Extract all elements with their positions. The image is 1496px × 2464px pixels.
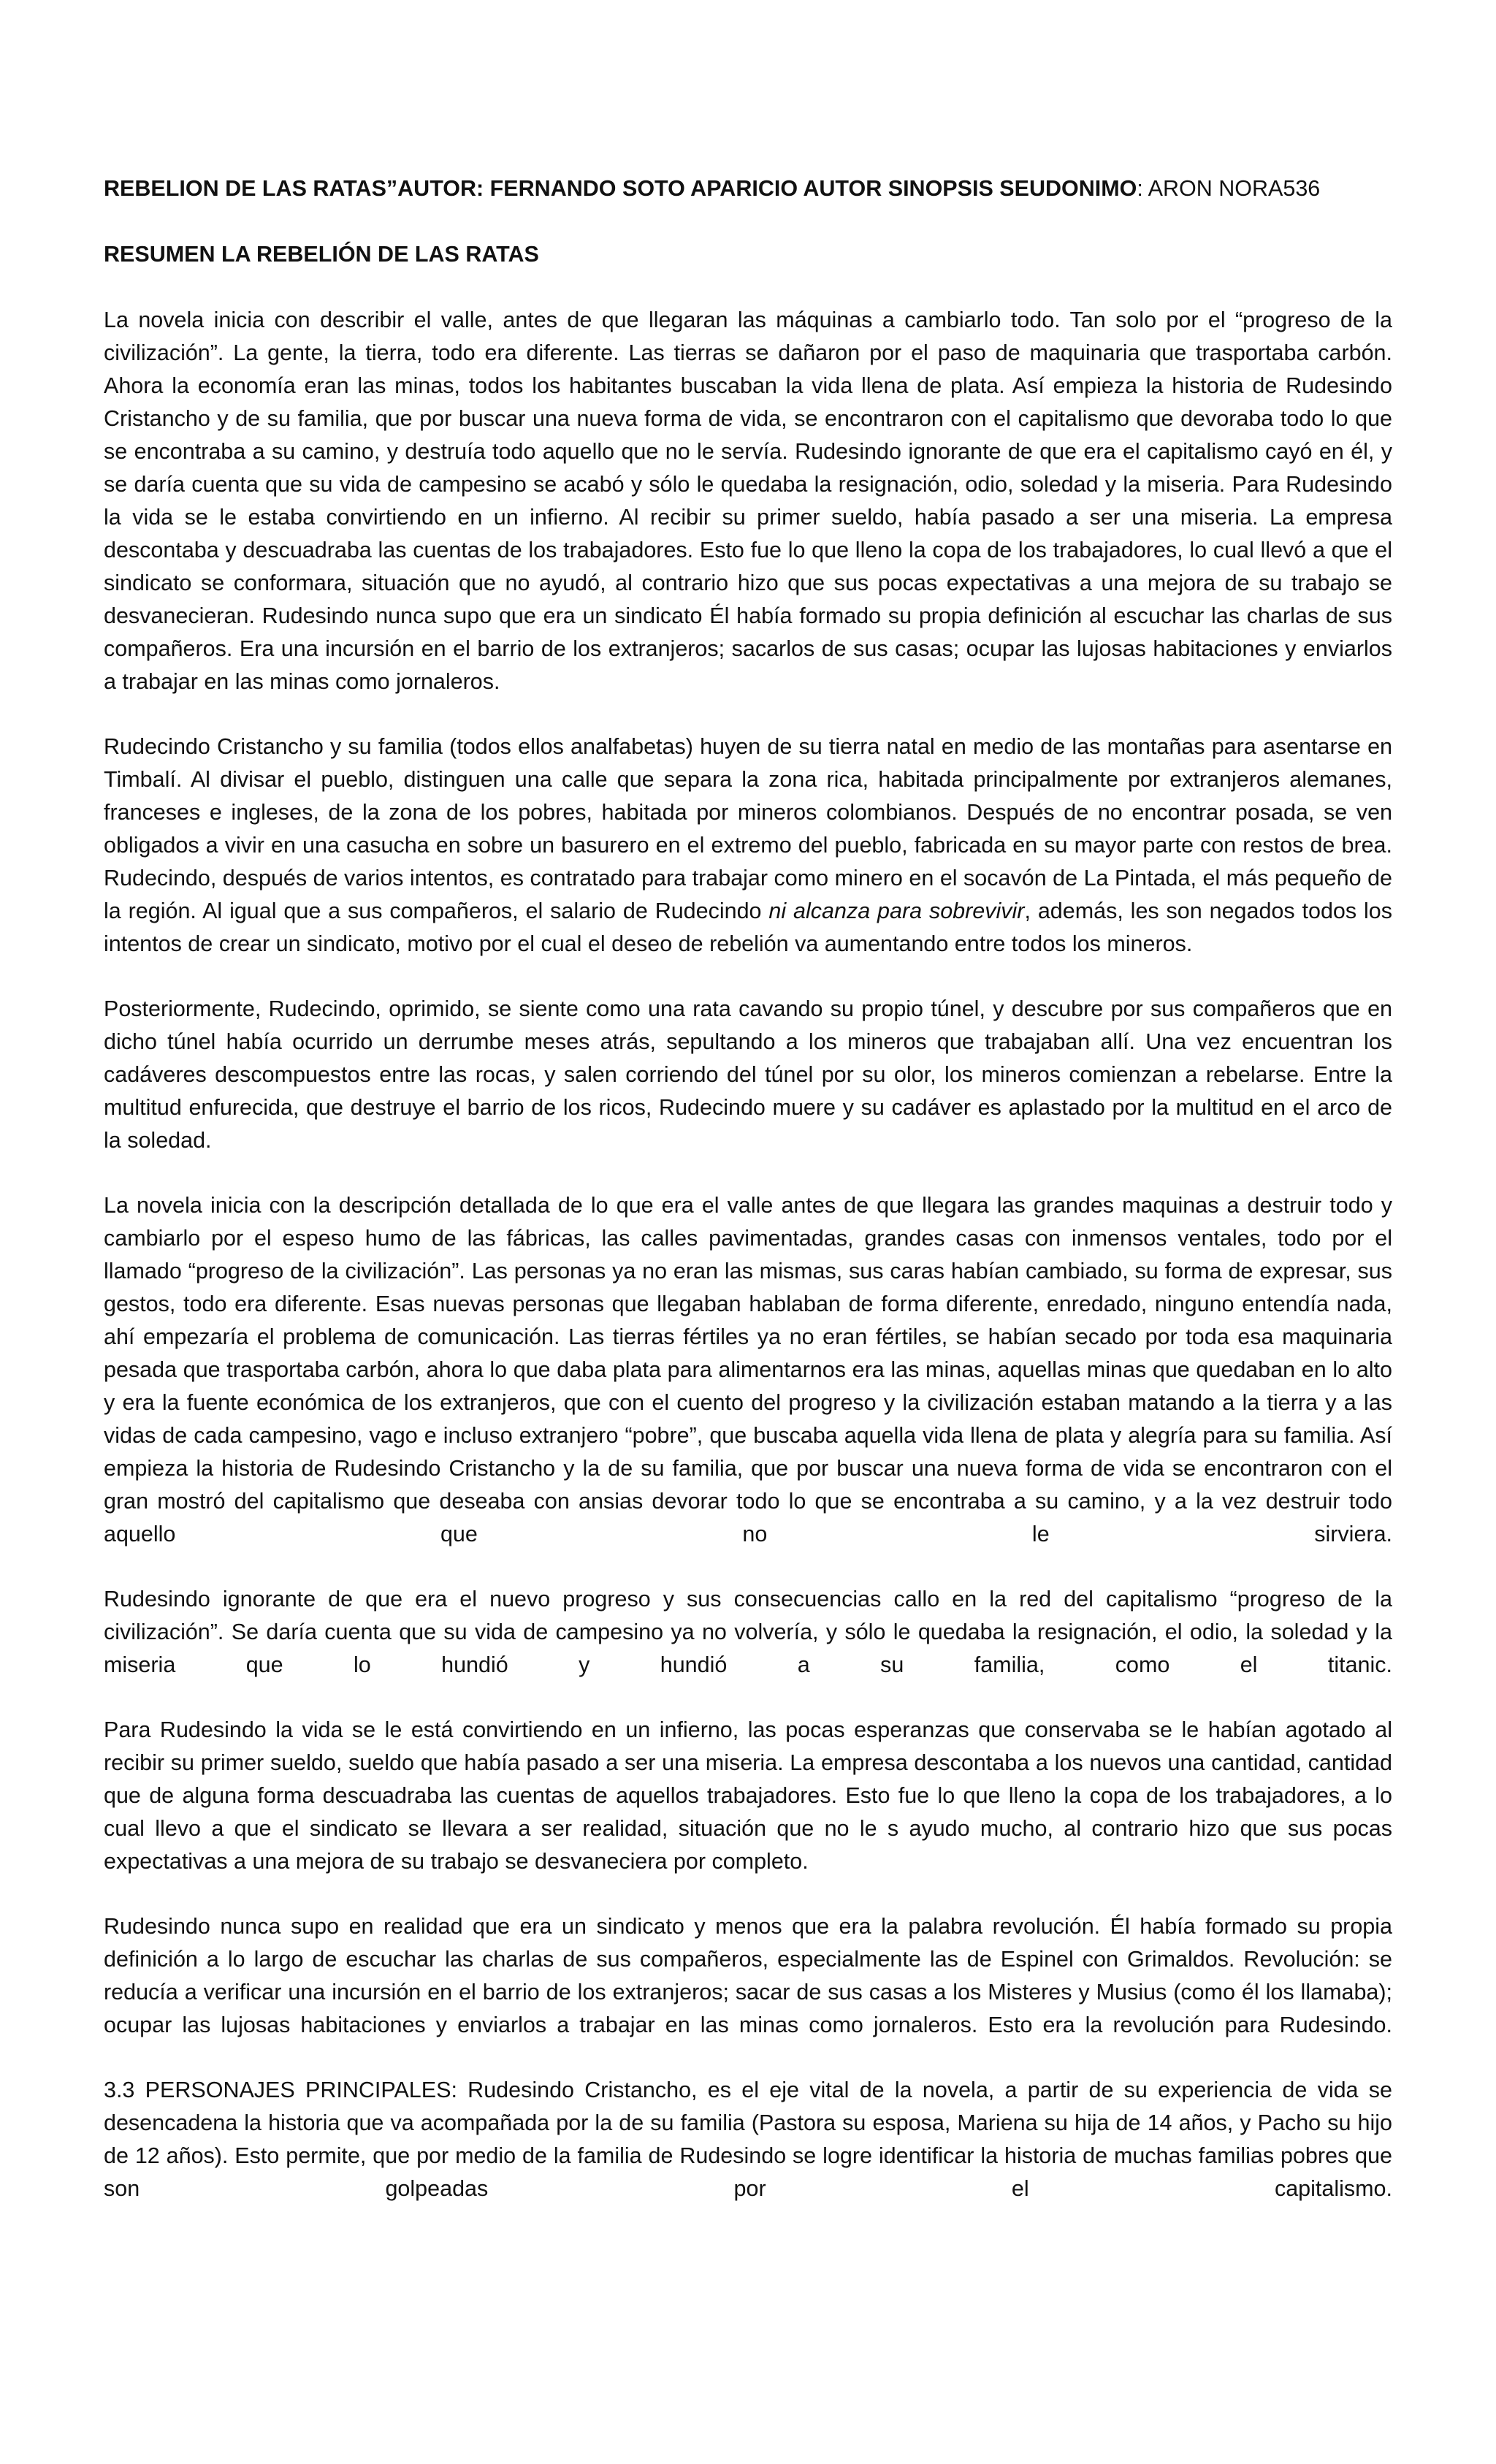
paragraph-8: 3.3 PERSONAJES PRINCIPALES: Rudesindo Cristancho, es el eje vital de la novela, a partir de su experiencia de vida se desencadena la historia que va acompañada por la de su familia (Pastora su esposa, Mariena su hija de 14 años, y Pacho su hijo de 12 años). Esto permite, que por medio de la familia de Rudesindo se logre identificar la historia de muchas familias pobres que son golpeadas por el capitalismo. [104,2078,1392,2201]
paragraph-7: Rudesindo nunca supo en realidad que era un sindicato y menos que era la palabra revolución. Él había formado su propia definición a lo largo de escuchar las charlas de sus compañeros, especialmente las de Espinel con Grimaldos. Revolución: se reducía a verificar una incursión en el barrio de los extranjeros; sacar de sus casas a los Misteres y Musius (como él los llamaba); ocupar las lujosas habitaciones y enviarlos a trabajar en las minas como jornaleros. Esto era la revolución para Rudesindo. [104,1914,1392,2037]
paragraph-2-text-a: Rudecindo Cristancho y su familia (todos ellos analfabetas) huyen de su tierra natal en medio de las montañas para asentarse en Timbalí. Al divisar el pueblo, distinguen una calle que separa la zona rica, habitada principalmente por extranjeros alemanes, franceses e ingleses, de la zona de los pobres, habitada por mineros colombianos. Después de no encontrar posada, se ven obligados a vivir en una casucha en sobre un basurero en el extremo del pueblo, fabricada en su mayor parte con restos de brea. Rudecindo, después de varios intentos, es contratado para trabajar como minero en el socavón de La Pintada, el más pequeño de la región. Al igual que a sus compañeros, el salario de Rudecindo [104,734,1392,923]
paragraph-3: Posteriormente, Rudecindo, oprimido, se siente como una rata cavando su propio túnel, y descubre por sus compañeros que en dicho túnel había ocurrido un derrumbe meses atrás, sepultando a los mineros que trabajaban allí. Una vez encuentran los cadáveres descompuestos entre las rocas, y salen corriendo del túnel por su olor, los mineros comienzan a rebelarse. Entre la multitud enfurecida, que destruye el barrio de los ricos, Rudecindo muere y su cadáver es aplastado por la multitud en el arco de la soledad. [104,996,1392,1153]
paragraph-1: La novela inicia con describir el valle, antes de que llegaran las máquinas a cambiarlo todo. Tan solo por el “progreso de la civilización”. La gente, la tierra, todo era diferente. Las tierras se dañaron por el paso de maquinaria que trasportaba carbón. Ahora la economía eran las minas, todos los habitantes buscaban la vida llena de plata. Así empieza la historia de Rudesindo Cristancho y de su familia, que por buscar una nueva forma de vida, se encontraron con el capitalismo que devoraba todo lo que se encontraba a su camino, y destruía todo aquello que no le servía. Rudesindo ignorante de que era el capitalismo cayó en él, y se daría cuenta que su vida de campesino se acabó y sólo le quedaba la resignación, odio, soledad y la miseria. Para Rudesindo la vida se le estaba convirtiendo en un infierno. Al recibir su primer sueldo, había pasado a ser una miseria. La empresa descontaba y descuadraba las cuentas de los trabajadores. Esto fue lo que lleno la copa de los trabajadores, lo cual llevó a que el sindicato se conformara, situación que no ayudó, al contrario hizo que sus pocas expectativas a una mejora de su trabajo se desvanecieran. Rudesindo nunca supo que era un sindicato Él había formado su propia definición al escuchar las charlas de sus compañeros. Era una incursión en el barrio de los extranjeros; sacarlos de sus casas; ocupar las lujosas habitaciones y enviarlos a trabajar en las minas como jornaleros. [104,308,1392,694]
heading-bold-text: REBELION DE LAS RATAS”AUTOR: FERNANDO SOTO APARICIO AUTOR SINOPSIS SEUDONIMO [104,176,1137,201]
summary-title: RESUMEN LA REBELIÓN DE LAS RATAS [104,242,539,267]
paragraph-6: Para Rudesindo la vida se le está convirtiendo en un infierno, las pocas esperanzas que conservaba se le habían agotado al recibir su primer sueldo, sueldo que había pasado a ser una miseria. La empresa descontaba a los nuevos una cantidad, cantidad que de alguna forma descuadraba las cuentas de aquellos trabajadores. Esto fue lo que lleno la copa de los trabajadores, a lo cual llevo a que el sindicato se llevara a ser realidad, situación que no le s ayudo mucho, al contrario hizo que sus pocas expectativas a una mejora de su trabajo se desvaneciera por completo. [104,1717,1392,1874]
document-heading [104,172,1392,205]
document-page [104,172,1392,2238]
paragraph-2-italic-text: ni alcanza para sobrevivir [768,899,1025,923]
paragraph-4: La novela inicia con la descripción detallada de lo que era el valle antes de que llegara las grandes maquinas a destruir todo y cambiarlo por el espeso humo de las fábricas, las calles pavimentadas, grandes casas con inmensos ventales, todo por el llamado “progreso de la civilización”. Las personas ya no eran las mismas, sus caras habían cambiado, su forma de expresar, sus gestos, todo era diferente. Esas nuevas personas que llegaban hablaban de forma diferente, enredado, ninguno entendía nada, ahí empezaría el problema de comunicación. Las tierras fértiles ya no eran fértiles, se habían secado por toda esa maquinaria pesada que trasportaba carbón, ahora lo que daba plata para alimentarnos era las minas, aquellas minas que quedaban en lo alto y era la fuente económica de los extranjeros, que con el cuento del progreso y la civilización estaban matando a la tierra y a las vidas de cada campesino, vago e incluso extranjero “pobre”, que buscaba aquella vida llena de plata y alegría para su familia. Así empieza la historia de Rudesindo Cristancho y la de su familia, que por buscar una nueva forma de vida se encontraron con el gran mostró del capitalismo que deseaba con ansias devorar todo lo que se encontraba a su camino, y a la vez destruir todo aquello que no le sirviera. [104,1193,1392,1546]
paragraph-2 [104,731,1392,961]
heading-pseudonym-text: : ARON NORA536 [1137,176,1321,201]
paragraph-2-text-b: , además, les son negados todos los intentos de crear un sindicato, motivo por el cual el deseo de rebelión va aumentando entre todos los mineros. [104,899,1392,956]
paragraph-5: Rudesindo ignorante de que era el nuevo progreso y sus consecuencias callo en la red del capitalismo “progreso de la civilización”. Se daría cuenta que su vida de campesino ya no volvería, y sólo le quedaba la resignación, el odio, la soledad y la miseria que lo hundió y hundió a su familia, como el titanic. [104,1587,1392,1677]
